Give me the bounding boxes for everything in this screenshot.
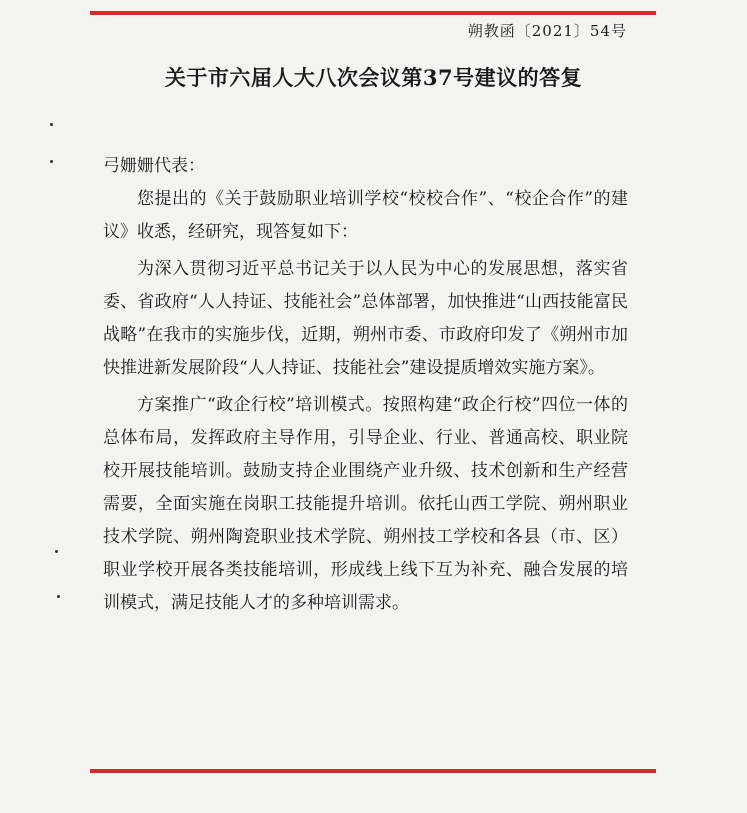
scan-speck [55, 550, 58, 553]
document-body [103, 150, 628, 620]
bottom-red-rule [90, 769, 656, 773]
scan-speck [50, 123, 53, 126]
scan-speck [57, 595, 60, 598]
paragraph-2: 为深入贯彻习近平总书记关于以人民为中心的发展思想，落实省委、省政府“人人持证、技能社会”总体部署，加快推进“山西技能富民战略”在我市的实施步伐，近期，朔州市委、市政府印发了《朔州市加快推进新发展阶段“人人持证、技能社会”建设提质增效实施方案》。 [103, 259, 628, 378]
salutation: 弓姗姗代表： [103, 156, 205, 176]
paragraph-1: 您提出的《关于鼓励职业培训学校“校校合作”、“校企合作”的建议》收悉，经研究，现答复如下： [103, 189, 628, 242]
scan-speck [50, 160, 53, 163]
document-number: 朔教函〔2021〕54号 [467, 22, 627, 40]
document-title: 关于市六届人大八次会议第37号建议的答复 [164, 65, 583, 90]
top-red-rule [90, 11, 656, 15]
paragraph-3: 方案推广“政企行校”培训模式。按照构建“政企行校”四位一体的总体布局，发挥政府主导作用，引导企业、行业、普通高校、职业院校开展技能培训。鼓励支持企业围绕产业升级、技术创新和生产经营需要，全面实施在岗职工技能提升培训。依托山西工学院、朔州职业技术学院、朔州陶瓷职业技术学院、朔州技工学校和各县（市、区）职业学校开展各类技能培训，形成线上线下互为补充、融合发展的培训模式，满足技能人才的多种培训需求。 [103, 395, 628, 613]
